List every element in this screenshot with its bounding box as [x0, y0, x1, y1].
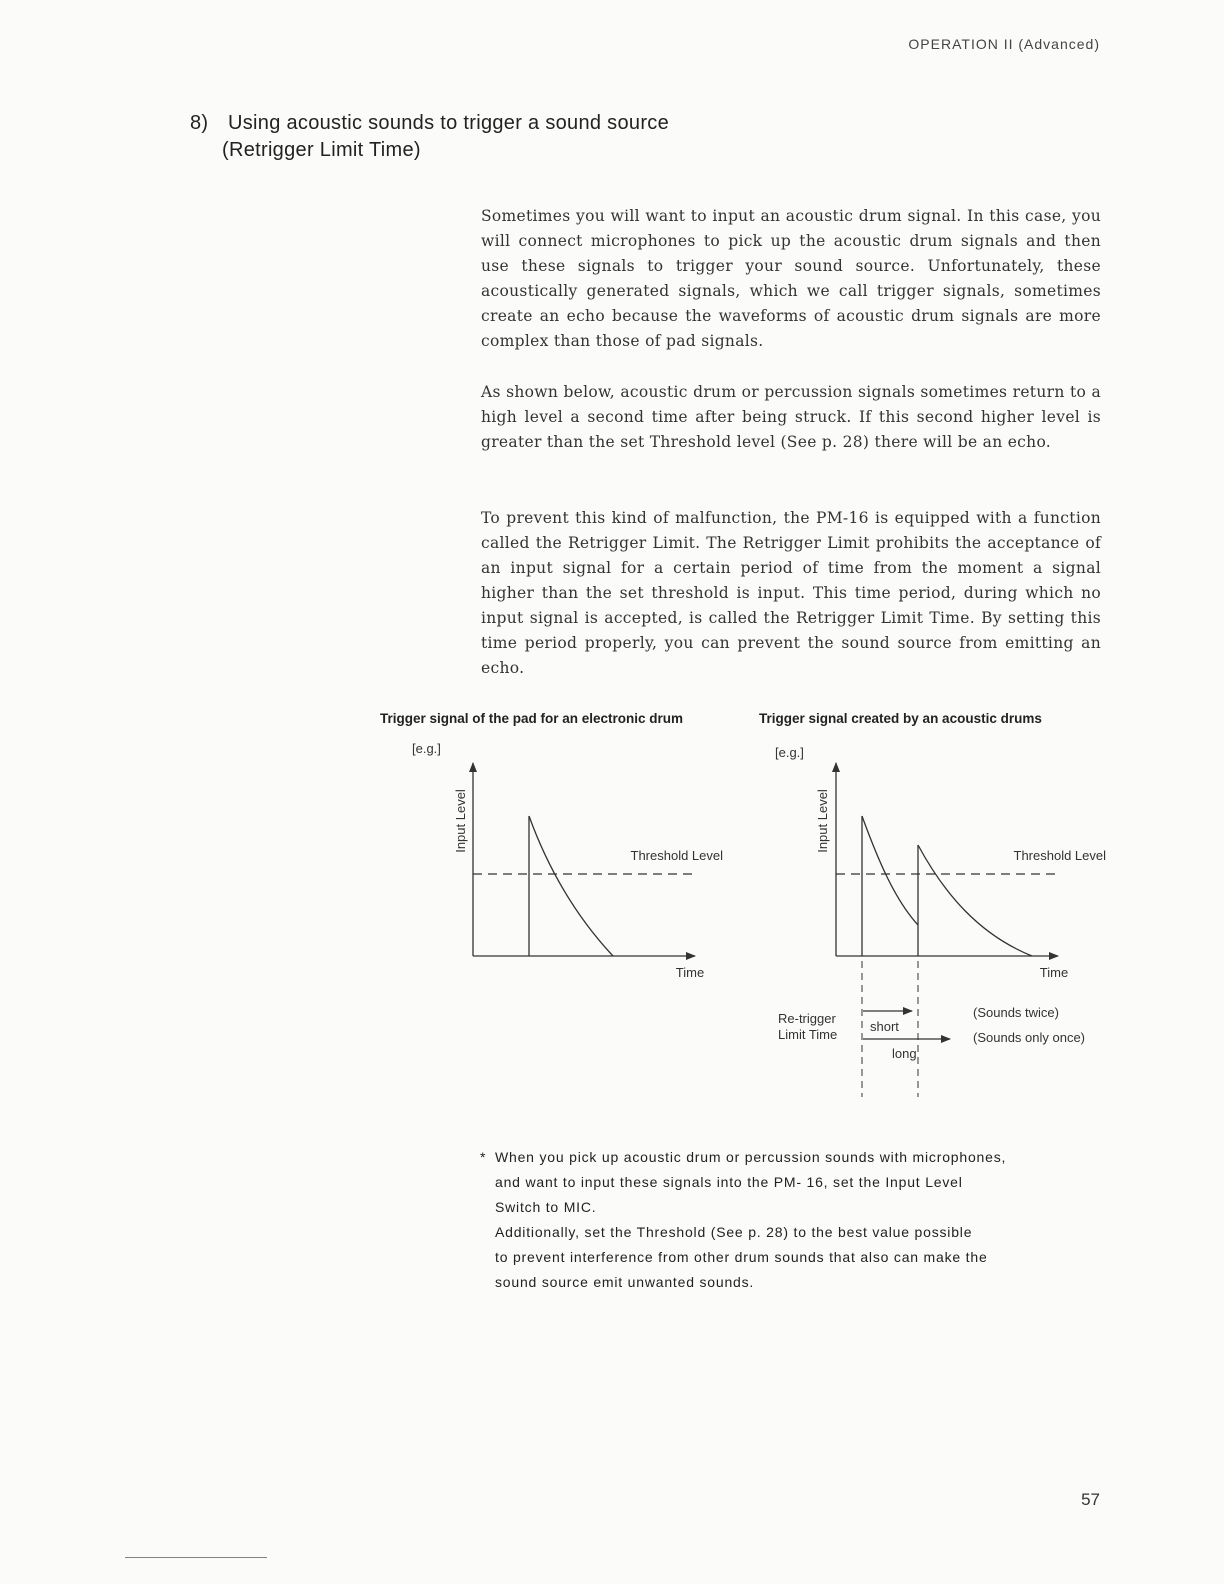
footnote-line: Additionally, set the Threshold (See p. 28) to the best value possible [495, 1224, 973, 1240]
figure-right-first-decay [862, 816, 918, 925]
figure-right-eg: [e.g.] [775, 745, 804, 760]
trigger-signal-figures [370, 735, 1130, 1105]
running-header: OPERATION II (Advanced) [908, 36, 1100, 52]
long-label: long [892, 1046, 917, 1061]
figure-left-caption: Trigger signal of the pad for an electronic drum [380, 711, 684, 726]
figure-right [775, 745, 1106, 1097]
section-number: 8) [190, 112, 209, 134]
footnote-line: to prevent interference from other drum sounds that also can make the [495, 1249, 988, 1265]
figure-left-eg: [e.g.] [412, 741, 441, 756]
figure-left-decay-curve [529, 816, 613, 956]
paragraph-retrigger-limit: To prevent this kind of malfunction, the PM-16 is equipped with a function called the Retrigger Limit. The Retrigger Limit prohibits the acceptance of an input signal for a certain period of time from the moment a signal higher than the set threshold is input. This time period, during which no input signal is accepted, is called the Retrigger Limit Time. By setting this time period properly, you can prevent the sound source from emitting an echo. [481, 508, 1101, 677]
figure-left-y-label: Input Level [453, 789, 468, 853]
footnote-line: Switch to MIC. [495, 1199, 597, 1215]
paragraph-echo: As shown below, acoustic drum or percussion signals sometimes return to a high level a second time after being struck. If this second higher level is greater than the set Threshold level (See p. 28) there will be an echo. [481, 382, 1101, 451]
sounds-twice-label: (Sounds twice) [973, 1005, 1059, 1020]
figure-left-threshold-label: Threshold Level [630, 848, 723, 863]
sounds-once-label: (Sounds only once) [973, 1030, 1086, 1045]
short-label: short [870, 1019, 899, 1034]
retrigger-label-line2: Limit Time [778, 1027, 838, 1042]
footnote-line: sound source emit unwanted sounds. [495, 1274, 755, 1290]
retrigger-label-line1: Re-trigger [778, 1011, 836, 1026]
figure-right-x-label: Time [1039, 965, 1069, 980]
footnote-line: and want to input these signals into the PM- 16, set the Input Level [495, 1174, 963, 1190]
footer-rule [125, 1557, 267, 1558]
paragraph-intro: Sometimes you will want to input an acoustic drum signal. In this case, you will connect microphones to pick up the acoustic drum signals and then use these signals to trigger your sound source. Unfortunately, these acoustically generated signals, which we call trigger signals, sometimes create an echo because the waveforms of acoustic drum signals are more complex than those of pad signals. [481, 206, 1101, 350]
page-number: 57 [1081, 1490, 1100, 1509]
figure-left-x-label: Time [675, 965, 705, 980]
section-heading [190, 110, 669, 164]
figure-right-y-label: Input Level [815, 789, 830, 853]
footnote-line: When you pick up acoustic drum or percussion sounds with microphones, [495, 1149, 1007, 1165]
footnote-marker: * [480, 1149, 487, 1165]
footnote [480, 1145, 1100, 1295]
section-title: Using acoustic sounds to trigger a sound source [228, 112, 670, 134]
figure-right-threshold-label: Threshold Level [1013, 848, 1106, 863]
figure-right-caption: Trigger signal created by an acoustic drums [759, 711, 1042, 726]
section-subtitle: (Retrigger Limit Time) [222, 139, 421, 161]
figure-left [412, 741, 723, 980]
